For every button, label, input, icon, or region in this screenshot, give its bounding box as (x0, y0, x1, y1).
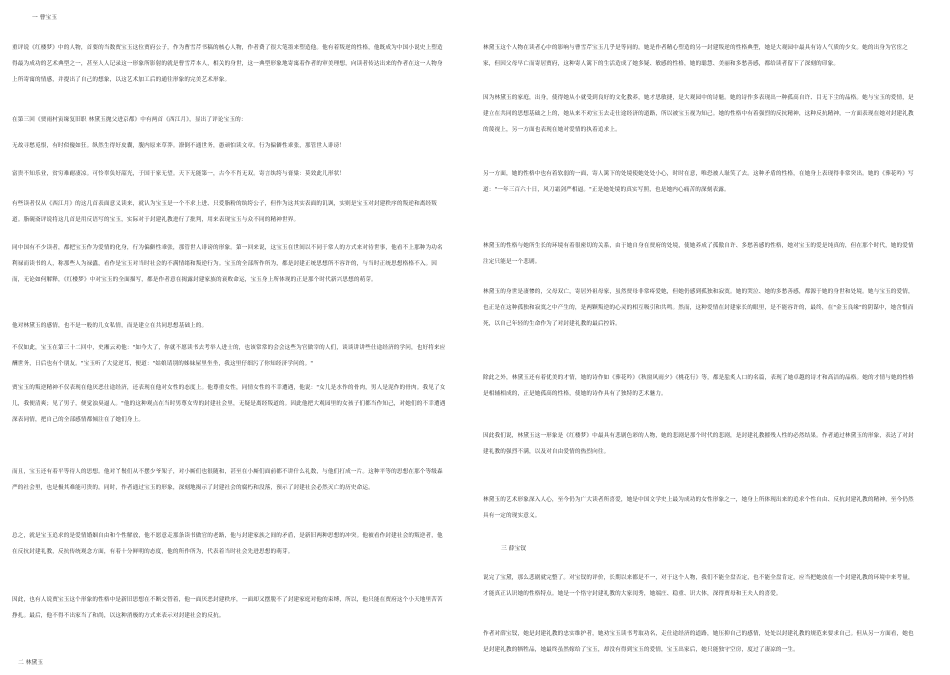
section-heading-xue-baochai: 三 薛宝钗 (501, 546, 527, 552)
paragraph: 有些读者仅从《西江月》的这几首表面意义读来，就认为宝玉是一个不求上进、只爱脂粉的纨绔公子，但作为这其实表面的讥讽，实则是宝玉对封建秩序的叛逆和离经叛道。脂砚斋评说将这几首是用反语写的宝玉，实际对于封建礼教进行了批判，用来表现宝玉与众不同的精神世界。 (12, 201, 438, 223)
left-column (12, 0, 447, 675)
paragraph: 另一方面，她的性格中也有着软弱的一面，寄人篱下的处境使她处处小心，时时在意，唯恐被人耻笑了去。这种矛盾的性格，在她身上表现得非常突出。她的《葬花吟》写道："一年三百六十日，风刀霜剑严相逼。"正是她处境的真实写照，也是她内心痛苦的深刻表露。 (483, 171, 914, 193)
poem-stanza: 富贵不知乐业，贫穷难耐凄凉。可怜辜负好韶光，于国于家无望。天下无能第一，古今不肖无双。寄言纨绔与膏粱：莫效此儿形状！ (12, 171, 346, 177)
paragraph: 重评说《红楼梦》中的人物，首要的当数贾宝玉这位贾府公子，作为曹雪芹书稿的核心人物，作者费了很大笔墨来塑造他。他有着叛逆的性格，他既成为中国小说史上塑造得最为成功的艺术典型之一，甚至人人记录这一形象所影射的就是曹雪芹本人，相关的身世，这一典型形象地寄寓着作者的审美理想，向读者传达出来的作者在这一人物身上所寄寓的情感，并提出了自己的想象，以这艺术加工后的通往形象的完美艺术形象。 (12, 45, 443, 83)
paragraph: 林黛玉的性格与她所生长的环境有着很密切的关系，由于她自身在贾府的处境，使她养成了孤傲自许、多愁善感的性格，她对宝玉的爱是纯真的，但在那个时代，她的爱情注定只能是一个悲剧。 (483, 243, 914, 265)
paragraph: 在第三回《贾雨村寅缘复旧职 林黛玉抛父进京都》中有两首《西江月》，显出了评论宝玉的： (12, 117, 247, 123)
paragraph: 因此，也有人说贾宝玉这个形象的性格中是新旧思想在不断交替着，他一面厌恶封建秩序，一面却又摆脱不了封建家庭对他的束缚，所以，他只能在贾府这个小天地里苦苦挣扎。最后，他不得不出家当了和尚，以这种消极的方式来表示对封建社会的反抗。 (12, 597, 443, 619)
paragraph: 林黛玉这个人物在读者心中的影响与曹雪芹宝玉几乎是等同的。她是作者精心塑造的另一封建叛逆的性格典型，她是大观园中最具有诗人气质的少女。她的出身为官宦之家，但因父母早亡而寄居贾府，这种寄人篱下的生活造成了她多疑、敏感的性格，她的聪慧、美丽和多愁善感，都给读者留下了深刻的印象。 (483, 45, 909, 67)
paragraph: 总之，就是宝玉追求的是爱情婚姻自由和个性解放，他不愿意走那条读书做官的老路，他与封建家族之间的矛盾，是新旧两种思想的冲突。他被看作封建社会的叛逆者，他在反抗封建礼教，反抗传统观念方面，有着十分鲜明的态度，他的所作所为，代表着当时社会先进思想的萌芽。 (12, 533, 443, 555)
paragraph: 同中国有不少读者，都把宝玉作为爱情的化身，行为偏僻性乖张，那管世人诽谤的形象。第一回来说，这宝玉在世间以不同于常人的方式来对待世事，他看不上那种为功名利禄而读书的人，称那些人为禄蠹，看作是宝玉对当时社会的不满情绪和叛逆行为。宝玉的全部所作所为，都是封建正统思想所不容许的，与当时正统思想格格不入。因而，无论如何解释，《红楼梦》中对宝玉的全面描写，都是作者意在揭露封建家族的衰败命运，宝玉身上所体现的正是那个时代新兴思想的萌芽。 (12, 245, 443, 283)
paragraph: 他对林黛玉的感情，也不是一般的儿女私情，而是建立在共同思想基础上的。 (12, 323, 208, 329)
paragraph: 林黛玉的艺术形象深入人心，至今仍为广大读者所喜爱，她是中国文学史上最为成功的女性形象之一，她身上所体现出来的追求个性自由、反抗封建礼教的精神，至今仍然具有一定的现实意义。 (483, 497, 914, 519)
paragraph: 不仅如此，宝玉在第三十二回中，史湘云劝他："如今大了，你就不愿读书去考举人进士的，也该常常的会会这些为官做宰的人们，谈谈讲讲些仕途经济的学问，也好将来应酬世务，日后也有个朋友。"宝玉听了大觉逆耳，便道："姑娘请别的姊妹屋里坐坐，我这里仔细污了你知经济学问的。" (12, 345, 446, 367)
paragraph: 作者对薛宝钗，她是封建礼教的忠实维护者，她劝宝玉读书考取功名，走仕途经济的道路，她压抑自己的感情，处处以封建礼教的规范来要求自己。但从另一方面看，她也是封建礼教的牺牲品，她最终虽然嫁给了宝玉，却没有得到宝玉的爱情，宝玉出家后，她只能独守空房，度过了凄凉的一生。 (483, 631, 914, 653)
paragraph: 因此我们说，林黛玉这一形象是《红楼梦》中最具有悲剧色彩的人物，她的悲剧是那个时代的悲剧，是封建礼教摧残人性的必然结果。作者通过林黛玉的形象，表达了对封建礼教的强烈不满，以及对自由爱情的热烈向往。 (483, 433, 914, 455)
paragraph: 除此之外，林黛玉还有着优美的才情，她的诗作如《葬花吟》《秋窗风雨夕》《桃花行》等，都是脍炙人口的名篇，表现了她卓越的诗才和高洁的品格。她的才情与她的性格是相辅相成的，正是她孤高的性格，使她的诗作具有了独特的艺术魅力。 (483, 375, 914, 397)
section-heading-jia-baoyu: 一 曹宝玉 (32, 15, 58, 21)
paragraph: 因为林黛玉的家庭，出身，使得她从小就受到良好的文化教养，她才思敏捷，是大观园中的诗魁。她的诗作多表现出一种孤高自许、目无下尘的品格。她与宝玉的爱情，是建立在共同的思想基础之上的，她从来不劝宝玉去走仕途经济的道路，所以被宝玉视为知己。她的性格中有着强烈的反抗精神，这种反抗精神，一方面表现在她对封建礼教的蔑视上，另一方面也表现在她对爱情的执着追求上。 (483, 95, 914, 133)
section-heading-lin-daiyu: 二 林黛玉 (18, 660, 44, 666)
right-column (483, 0, 918, 675)
paragraph: 而且，宝玉还有着平等待人的思想。他对丫鬟们从不摆少爷架子，对小厮们也很随和，甚至在小厮们面前都不讲什么礼数，与他们打成一片。这种平等的思想在那个等级森严的社会里，也是极其难能可贵的。同时，作者通过宝玉的形象，深刻地揭示了封建社会的腐朽和没落，预示了封建社会必然灭亡的历史命运。 (12, 469, 443, 491)
paragraph: 说完了宝黛，那么悲剧就完整了。对宝钗的评价，长期以来都是不一，对于这个人物，我们不能全盘否定，也不能全盘肯定，应当把她放在一个封建礼教的环境中来考量，才能真正认识她的性格特点。她是一个恪守封建礼教的大家闺秀，她端庄、稳重、识大体，深得贾母和王夫人的喜爱。 (483, 575, 914, 597)
paragraph: 贾宝玉的叛逆精神不仅表现在他厌恶仕途经济，还表现在他对女性的态度上。他尊重女性，同情女性的不幸遭遇，他说："女儿是水作的骨肉，男人是泥作的骨肉。我见了女儿，我便清爽；见了男子，便觉浊臭逼人。"他的这种观点在当时男尊女卑的封建社会里，无疑是离经叛道的。因此他把大观园里的女孩子们都当作知己，对她们的不幸遭遇深表同情，把自己的全部感情都倾注在了她们身上。 (12, 385, 446, 423)
paragraph: 林黛玉的身世是凄惨的，父母双亡，寄居外祖母家，虽然贾母非常疼爱她，但她仍感到孤独和寂寞。她的哭泣、她的多愁善感，都源于她的身世和处境。她与宝玉的爱情，也正是在这种孤独和寂寞之中产生的，是两颗叛逆的心灵的相互吸引和共鸣。然而，这种爱情在封建家长的眼里，是不能容许的，最终，在"金玉良缘"的阴谋中，她含恨而死，以自己年轻的生命作为了对封建礼教的最后控诉。 (483, 289, 914, 327)
poem-stanza: 无故寻愁觅恨，有时似傻如狂。纵然生得好皮囊，腹内原来草莽。潦倒不通世务，愚顽怕读文章。行为偏僻性乖张，那管世人诽谤！ (12, 143, 346, 149)
